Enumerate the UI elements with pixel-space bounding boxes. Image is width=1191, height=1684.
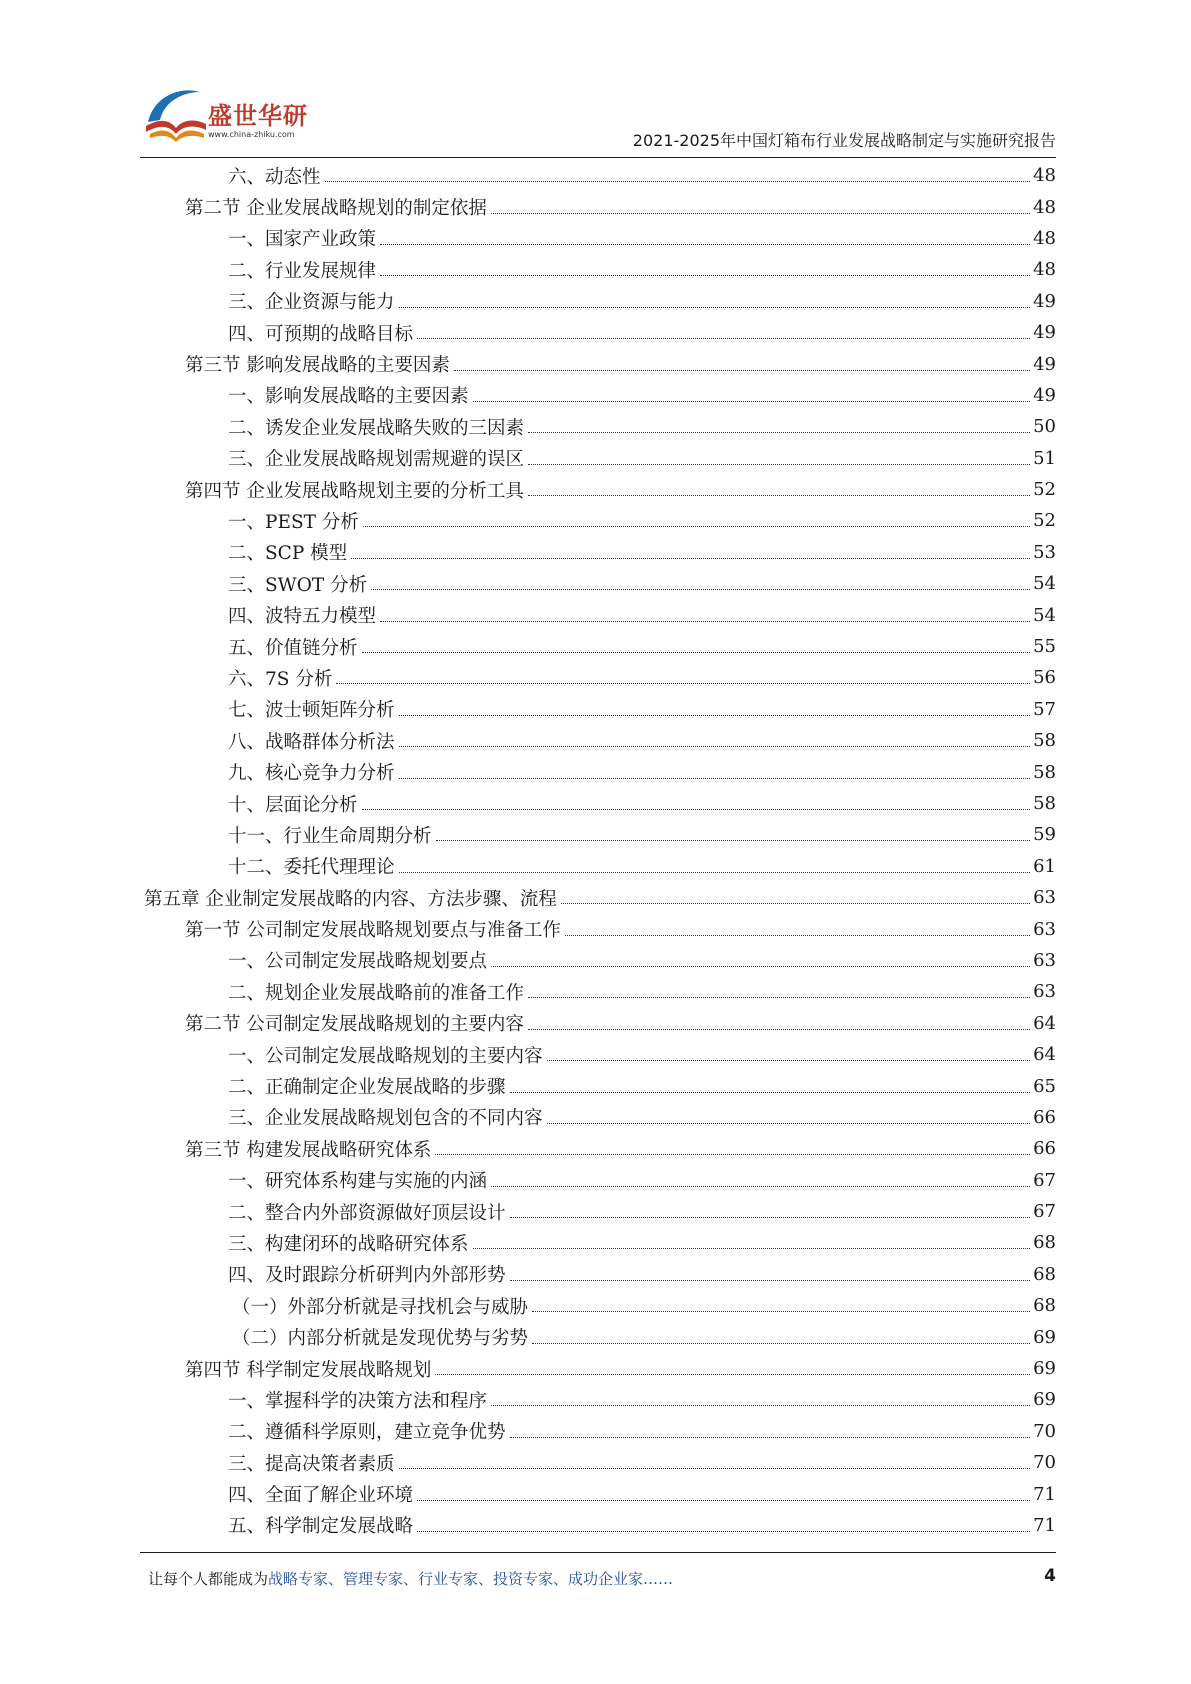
header-divider bbox=[140, 157, 1056, 158]
toc-entry-title: 第五章 企业制定发展战略的内容、方法步骤、流程 bbox=[144, 888, 557, 910]
toc-entry-title: 二、正确制定企业发展战略的步骤 bbox=[228, 1077, 506, 1099]
toc-dot-leader bbox=[380, 244, 1030, 245]
toc-entry[interactable] bbox=[140, 348, 1056, 379]
toc-entry[interactable] bbox=[140, 882, 1056, 913]
toc-entry[interactable] bbox=[140, 945, 1056, 976]
toc-entry[interactable] bbox=[140, 631, 1056, 662]
toc-entry-title: 三、SWOT 分析 bbox=[228, 574, 368, 596]
toc-dot-leader bbox=[491, 966, 1030, 967]
toc-dot-leader bbox=[399, 715, 1030, 716]
toc-entry[interactable] bbox=[140, 1196, 1056, 1227]
toc-entry-title: 第二节 企业发展战略规划的制定依据 bbox=[185, 198, 487, 220]
toc-entry[interactable] bbox=[140, 1227, 1056, 1258]
toc-entry-page: 49 bbox=[1033, 322, 1056, 344]
toc-dot-leader bbox=[399, 1468, 1030, 1469]
toc-entry-title: 二、SCP 模型 bbox=[228, 543, 348, 565]
toc-entry-title: 三、企业资源与能力 bbox=[228, 292, 395, 314]
toc-entry-title: 三、企业发展战略规划需规避的误区 bbox=[228, 449, 525, 471]
toc-entry-page: 50 bbox=[1033, 416, 1056, 438]
toc-entry-page: 69 bbox=[1033, 1326, 1056, 1348]
toc-dot-leader bbox=[528, 432, 1030, 433]
toc-entry-page: 68 bbox=[1033, 1295, 1056, 1317]
toc-entry[interactable] bbox=[140, 286, 1056, 317]
toc-dot-leader bbox=[491, 1186, 1030, 1187]
toc-entry[interactable] bbox=[140, 1165, 1056, 1196]
toc-entry-page: 52 bbox=[1033, 510, 1056, 532]
toc-entry-title: 第三节 构建发展战略研究体系 bbox=[185, 1139, 432, 1161]
toc-entry[interactable] bbox=[140, 725, 1056, 756]
toc-entry[interactable] bbox=[140, 1290, 1056, 1321]
toc-dot-leader bbox=[547, 1123, 1030, 1124]
toc-entry-page: 66 bbox=[1033, 1138, 1056, 1160]
page-header bbox=[140, 78, 1056, 158]
footer-slogan bbox=[148, 1568, 673, 1589]
toc-entry-page: 59 bbox=[1033, 824, 1056, 846]
toc-entry-title: 十二、委托代理理论 bbox=[228, 857, 395, 879]
toc-dot-leader bbox=[417, 1531, 1030, 1532]
toc-entry-title: 五、价值链分析 bbox=[228, 637, 358, 659]
toc-entry[interactable] bbox=[140, 1447, 1056, 1478]
toc-entry-page: 68 bbox=[1033, 1232, 1056, 1254]
toc-entry-title: 四、可预期的战略目标 bbox=[228, 323, 414, 345]
toc-entry[interactable] bbox=[140, 1039, 1056, 1070]
toc-dot-leader bbox=[547, 1060, 1030, 1061]
toc-dot-leader bbox=[528, 495, 1030, 496]
toc-entry[interactable] bbox=[140, 1133, 1056, 1164]
toc-entry-title: 二、规划企业发展战略前的准备工作 bbox=[228, 982, 525, 1004]
toc-dot-leader bbox=[362, 809, 1030, 810]
toc-entry-page: 57 bbox=[1033, 698, 1056, 720]
toc-dot-leader bbox=[473, 401, 1030, 402]
toc-entry-title: 第四节 企业发展战略规划主要的分析工具 bbox=[185, 480, 524, 502]
toc-entry-title: 第二节 公司制定发展战略规划的主要内容 bbox=[185, 1014, 524, 1036]
toc-entry[interactable] bbox=[140, 756, 1056, 787]
footer-slogan-highlight: 战略专家、管理专家、行业专家、投资专家、成功企业家…… bbox=[268, 1570, 674, 1588]
page-number: 4 bbox=[1044, 1566, 1056, 1586]
toc-dot-leader bbox=[399, 778, 1030, 779]
toc-entry[interactable] bbox=[140, 819, 1056, 850]
toc-dot-leader bbox=[491, 213, 1030, 214]
toc-entry-page: 70 bbox=[1033, 1420, 1056, 1442]
toc-entry-title: 六、动态性 bbox=[228, 166, 321, 188]
toc-entry[interactable] bbox=[140, 223, 1056, 254]
toc-entry-page: 58 bbox=[1033, 793, 1056, 814]
toc-dot-leader bbox=[436, 840, 1030, 841]
toc-entry[interactable] bbox=[140, 191, 1056, 222]
toc-dot-leader bbox=[399, 872, 1030, 873]
toc-entry-page: 53 bbox=[1033, 541, 1056, 563]
toc-entry-page: 71 bbox=[1033, 1483, 1056, 1505]
toc-entry[interactable] bbox=[140, 851, 1056, 882]
toc-entry-title: 八、战略群体分析法 bbox=[228, 731, 395, 753]
footer-divider bbox=[140, 1552, 1056, 1553]
toc-dot-leader bbox=[565, 935, 1030, 936]
toc-entry-page: 61 bbox=[1033, 855, 1056, 877]
toc-dot-leader bbox=[510, 1437, 1030, 1438]
toc-entry[interactable] bbox=[140, 474, 1056, 505]
toc-entry[interactable] bbox=[140, 1353, 1056, 1384]
toc-dot-leader bbox=[510, 1217, 1030, 1218]
toc-entry-page: 48 bbox=[1033, 196, 1056, 218]
toc-entry-title: 四、及时跟踪分析研判内外部形势 bbox=[228, 1265, 506, 1287]
toc-dot-leader bbox=[510, 1280, 1030, 1281]
toc-dot-leader bbox=[399, 746, 1030, 747]
toc-entry-page: 58 bbox=[1033, 761, 1056, 783]
toc-dot-leader bbox=[417, 338, 1030, 339]
toc-entry-page: 69 bbox=[1033, 1358, 1056, 1380]
toc-dot-leader bbox=[473, 1248, 1030, 1249]
toc-entry-page: 67 bbox=[1033, 1201, 1056, 1223]
toc-entry-page: 64 bbox=[1033, 1012, 1056, 1034]
toc-entry-title: （一）外部分析就是寻找机会与威胁 bbox=[232, 1296, 529, 1318]
toc-dot-leader bbox=[363, 526, 1030, 527]
toc-dot-leader bbox=[417, 1500, 1030, 1501]
toc-dot-leader bbox=[399, 307, 1030, 308]
toc-dot-leader bbox=[528, 1029, 1030, 1030]
toc-entry-title: （二）内部分析就是发现优势与劣势 bbox=[232, 1328, 529, 1350]
toc-entry[interactable] bbox=[140, 1259, 1056, 1290]
toc-entry-title: 一、公司制定发展战略规划要点 bbox=[228, 951, 488, 973]
toc-dot-leader bbox=[351, 558, 1030, 559]
toc-entry[interactable] bbox=[140, 1384, 1056, 1415]
toc-entry-page: 63 bbox=[1033, 949, 1056, 971]
toc-entry-page: 63 bbox=[1033, 981, 1056, 1003]
toc-entry-page: 58 bbox=[1033, 730, 1056, 752]
toc-entry-page: 49 bbox=[1033, 384, 1056, 406]
toc-entry-page: 48 bbox=[1033, 165, 1056, 187]
toc-dot-leader bbox=[561, 903, 1030, 904]
toc-entry[interactable] bbox=[140, 1070, 1056, 1101]
toc-entry[interactable] bbox=[140, 788, 1056, 819]
toc-entry-page: 64 bbox=[1033, 1044, 1056, 1066]
toc-entry-title: 二、整合内外部资源做好顶层设计 bbox=[228, 1202, 506, 1224]
toc-entry-title: 四、波特五力模型 bbox=[228, 606, 377, 628]
toc-entry-page: 54 bbox=[1033, 573, 1056, 595]
toc-entry-page: 56 bbox=[1033, 667, 1056, 689]
toc-dot-leader bbox=[510, 1092, 1030, 1093]
toc-entry-page: 51 bbox=[1033, 447, 1056, 469]
toc-entry[interactable] bbox=[140, 380, 1056, 411]
toc-entry-page: 68 bbox=[1033, 1263, 1056, 1285]
toc-entry-page: 63 bbox=[1033, 887, 1056, 909]
toc-entry-title: 十、层面论分析 bbox=[228, 794, 358, 816]
toc-entry-page: 71 bbox=[1033, 1514, 1056, 1536]
toc-entry-title: 二、诱发企业发展战略失败的三因素 bbox=[228, 417, 525, 439]
toc-dot-leader bbox=[435, 1154, 1030, 1155]
toc-entry-title: 三、构建闭环的战略研究体系 bbox=[228, 1233, 469, 1255]
toc-entry-title: 一、掌握科学的决策方法和程序 bbox=[228, 1390, 488, 1412]
toc-entry-page: 69 bbox=[1033, 1389, 1056, 1411]
toc-entry-title: 一、公司制定发展战略规划的主要内容 bbox=[228, 1045, 543, 1067]
toc-entry-page: 67 bbox=[1033, 1169, 1056, 1191]
toc-entry[interactable] bbox=[140, 976, 1056, 1007]
toc-dot-leader bbox=[380, 275, 1030, 276]
toc-entry-title: 第一节 公司制定发展战略规划要点与准备工作 bbox=[185, 920, 561, 942]
toc-entry-title: 五、科学制定发展战略 bbox=[228, 1516, 414, 1538]
toc-entry-title: 二、遵循科学原则，建立竞争优势 bbox=[228, 1422, 506, 1444]
toc-entry-title: 七、波士顿矩阵分析 bbox=[228, 700, 395, 722]
toc-entry-title: 六、7S 分析 bbox=[228, 668, 333, 690]
toc-entry-page: 55 bbox=[1033, 636, 1056, 658]
toc-entry[interactable] bbox=[140, 913, 1056, 944]
toc-entry[interactable] bbox=[140, 1008, 1056, 1039]
toc-entry[interactable] bbox=[140, 254, 1056, 285]
toc-entry[interactable] bbox=[140, 694, 1056, 725]
toc-dot-leader bbox=[435, 1374, 1030, 1375]
toc-entry[interactable] bbox=[140, 317, 1056, 348]
toc-entry[interactable] bbox=[140, 599, 1056, 630]
toc-entry-page: 48 bbox=[1033, 227, 1056, 249]
toc-entry-page: 48 bbox=[1033, 259, 1056, 281]
toc-entry[interactable] bbox=[140, 160, 1056, 191]
toc-entry-title: 一、研究体系构建与实施的内涵 bbox=[228, 1171, 488, 1193]
toc-dot-leader bbox=[454, 370, 1030, 371]
toc-entry-page: 52 bbox=[1033, 479, 1056, 501]
toc-entry[interactable] bbox=[140, 1102, 1056, 1133]
toc-dot-leader bbox=[491, 1405, 1030, 1406]
toc-entry-title: 一、PEST 分析 bbox=[228, 511, 359, 533]
logo-book-icon bbox=[140, 78, 210, 148]
toc-entry-title: 第四节 科学制定发展战略规划 bbox=[185, 1359, 432, 1381]
toc-entry-title: 九、核心竞争力分析 bbox=[228, 763, 395, 785]
toc-dot-leader bbox=[528, 464, 1030, 465]
toc-dot-leader bbox=[532, 1311, 1030, 1312]
toc-entry-title: 一、影响发展战略的主要因素 bbox=[228, 386, 469, 408]
toc-entry-page: 63 bbox=[1033, 918, 1056, 940]
toc-dot-leader bbox=[380, 621, 1030, 622]
toc-entry-title: 一、国家产业政策 bbox=[228, 229, 377, 251]
toc-entry-title: 十一、行业生命周期分析 bbox=[228, 825, 432, 847]
toc-entry[interactable] bbox=[140, 1321, 1056, 1352]
toc-entry[interactable] bbox=[140, 662, 1056, 693]
company-logo bbox=[140, 78, 320, 148]
table-of-contents bbox=[140, 160, 1056, 1541]
toc-entry-title: 三、提高决策者素质 bbox=[228, 1453, 395, 1475]
toc-entry-title: 第三节 影响发展战略的主要因素 bbox=[185, 355, 450, 377]
toc-entry[interactable] bbox=[140, 1510, 1056, 1541]
report-title: 2021-2025年中国灯箱布行业发展战略制定与实施研究报告 bbox=[632, 131, 1056, 150]
toc-entry-page: 49 bbox=[1033, 353, 1056, 375]
toc-dot-leader bbox=[528, 997, 1030, 998]
toc-entry[interactable] bbox=[140, 411, 1056, 442]
toc-dot-leader bbox=[371, 589, 1030, 590]
toc-entry-title: 三、企业发展战略规划包含的不同内容 bbox=[228, 1108, 543, 1130]
toc-entry[interactable] bbox=[140, 1478, 1056, 1509]
toc-entry[interactable] bbox=[140, 568, 1056, 599]
toc-entry[interactable] bbox=[140, 443, 1056, 474]
toc-entry-page: 65 bbox=[1033, 1075, 1056, 1097]
toc-entry[interactable] bbox=[140, 1416, 1056, 1447]
logo-name: 盛世华研 bbox=[208, 102, 308, 130]
toc-entry-page: 54 bbox=[1033, 604, 1056, 626]
toc-entry[interactable] bbox=[140, 505, 1056, 536]
toc-dot-leader bbox=[532, 1343, 1030, 1344]
toc-entry-title: 二、行业发展规律 bbox=[228, 260, 377, 282]
toc-dot-leader bbox=[325, 181, 1030, 182]
logo-url: www.china-zhiku.com bbox=[208, 130, 295, 139]
toc-entry-page: 49 bbox=[1033, 290, 1056, 312]
toc-entry-title: 四、全面了解企业环境 bbox=[228, 1485, 414, 1507]
toc-entry-page: 70 bbox=[1033, 1452, 1056, 1474]
toc-entry-page: 66 bbox=[1033, 1106, 1056, 1128]
footer-slogan-prefix: 让每个人都能成为 bbox=[148, 1570, 269, 1588]
toc-entry[interactable] bbox=[140, 537, 1056, 568]
toc-dot-leader bbox=[336, 683, 1030, 684]
toc-dot-leader bbox=[362, 652, 1030, 653]
